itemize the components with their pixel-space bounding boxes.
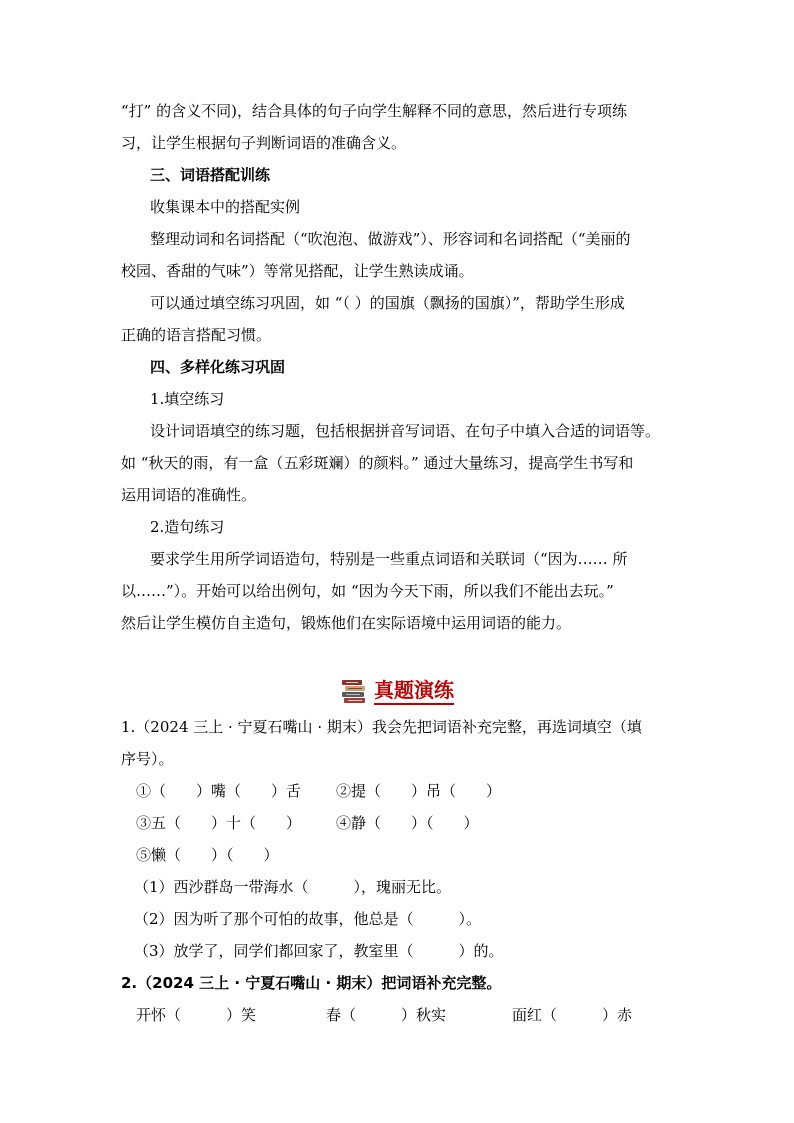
heading-section-3: 三、词语搭配训练 [150,166,271,184]
paragraph-line: “打” 的含义不同)，结合具体的句子向学生解释不同的意思，然后进行专项练 [121,102,627,120]
paragraph-line: 运用词语的准确性。 [121,486,257,504]
paragraph-line: 以……”）。开始可以给出例句，如 “因为今天下雨，所以我们不能出去玩。” [121,582,614,600]
paragraph-line: 习，让学生根据句子判断词语的准确含义。 [121,134,407,152]
idiom-fill-3: 面红（ ）赤 [512,1006,633,1024]
paragraph-line: 可以通过填空练习巩固，如 “（ ）的国旗（飘扬的国旗）”，帮助学生形成 [150,294,625,312]
fill-word-1: ①（ ）嘴（ ）舌 [136,782,302,800]
fill-sentence-3: （3）放学了，同学们都回家了，教室里（ ）的。 [134,942,504,960]
subheading: 收集课本中的搭配实例 [150,198,301,216]
paragraph-line: 正确的语言搭配习惯。 [121,326,272,344]
fill-word-5: ⑤懒（ ）（ ） [136,846,279,864]
fill-sentence-2: （2）因为听了那个可怕的故事，他总是（ ）。 [134,910,482,928]
heading-section-4: 四、多样化练习巩固 [150,358,286,376]
section-title [0,676,794,706]
question-1-text: 序号）。 [121,750,174,768]
fill-sentence-1: （1）西沙群岛一带海水（ ），瑰丽无比。 [134,878,452,896]
paragraph-line: 设计词语填空的练习题，包括根据拼音写词语、在句子中填入合适的词语等。 [150,422,661,440]
subheading: 1.填空练习 [150,390,225,408]
idiom-fill-1: 开怀（ ）笑 [136,1006,257,1024]
paragraph-line: 如 “秋天的雨，有一盒（五彩斑斓）的颜料。” 通过大量练习，提高学生书写和 [121,454,634,472]
paragraph-line: 要求学生用所学词语造句，特别是一些重点词语和关联词（“因为…… 所 [150,550,628,568]
section-title-text: 真题演练 [374,678,454,705]
fill-word-4: ④静（ ）（ ） [336,814,479,832]
books-icon [340,678,368,704]
fill-word-2: ②提（ ）吊（ ） [336,782,502,800]
question-1-text: 1.（2024 三上 · 宁夏石嘴山 · 期末）我会先把词语补充完整，再选词填空（填 [121,718,642,736]
paragraph-line: 整理动词和名词搭配（“吹泡泡、做游戏”）、形容词和名词搭配（“美丽的 [150,230,631,248]
fill-word-3: ③五（ ）十（ ） [136,814,302,832]
idiom-fill-2: 春（ ）秋实 [326,1006,447,1024]
subheading: 2.造句练习 [150,518,225,536]
question-2-text: 2.（2024 三上 · 宁夏石嘴山 · 期末）把词语补充完整。 [121,974,502,992]
paragraph-line: 然后让学生模仿自主造句，锻炼他们在实际语境中运用词语的能力。 [121,614,572,632]
paragraph-line: 校园、香甜的气味”）等常见搭配，让学生熟读成诵。 [121,262,474,280]
